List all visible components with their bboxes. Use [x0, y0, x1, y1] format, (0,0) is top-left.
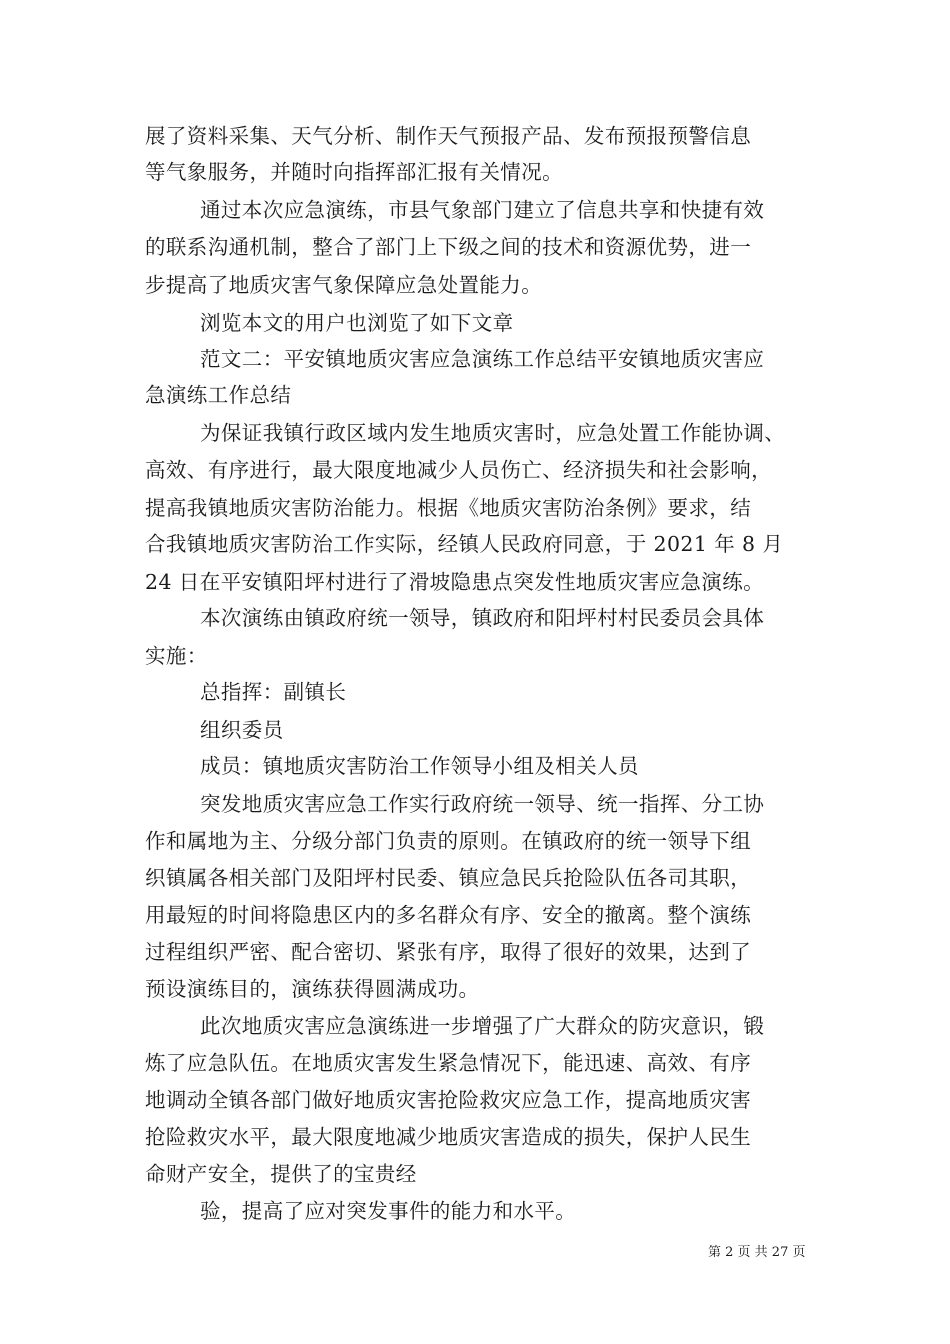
text-line: 组织委员: [200, 718, 284, 742]
text-line: 高效、有序进行，最大限度地减少人员伤亡、经济损失和社会影响，: [145, 458, 772, 482]
text-line: 实施：: [145, 644, 208, 668]
text-line: 等气象服务，并随时向指挥部汇报有关情况。: [145, 160, 563, 184]
text-line: 作和属地为主、分级分部门负责的原则。在镇政府的统一领导下组: [145, 829, 752, 853]
text-line: 验，提高了应对突发事件的能力和水平。: [200, 1199, 577, 1223]
text-line: 通过本次应急演练，市县气象部门建立了信息共享和快捷有效: [200, 198, 765, 222]
text-line: 的联系沟通机制，整合了部门上下级之间的技术和资源优势，进一: [145, 235, 752, 259]
text-line: 织镇属各相关部门及阳坪村民委、镇应急民兵抢险队伍各司其职，: [145, 866, 752, 890]
text-line: 过程组织严密、配合密切、紧张有序，取得了很好的效果，达到了: [145, 940, 752, 964]
text-line: 总指挥：副镇长: [200, 680, 347, 704]
text-line: 合我镇地质灾害防治工作实际，经镇人民政府同意，于 2021 年 8 月: [145, 532, 784, 556]
text-line: 24 日在平安镇阳坪村进行了滑坡隐患点突发性地质灾害应急演练。: [145, 570, 764, 594]
text-line: 预设演练目的，演练获得圆满成功。: [145, 977, 480, 1001]
text-line: 炼了应急队伍。在地质灾害发生紧急情况下，能迅速、高效、有序: [145, 1051, 752, 1075]
text-line: 本次演练由镇政府统一领导，镇政府和阳坪村村民委员会具体: [200, 606, 765, 630]
text-line: 为保证我镇行政区域内发生地质灾害时，应急处置工作能协调、: [200, 421, 786, 445]
text-line: 展了资料采集、天气分析、制作天气预报产品、发布预报预警信息: [145, 124, 752, 148]
text-line: 成员：镇地质灾害防治工作领导小组及相关人员: [200, 754, 639, 778]
text-line: 急演练工作总结: [145, 383, 292, 407]
page-number: 第 2 页 共 27 页: [708, 1245, 806, 1260]
text-line: 突发地质灾害应急工作实行政府统一领导、统一指挥、分工协: [200, 792, 765, 816]
text-line: 地调动全镇各部门做好地质灾害抢险救灾应急工作，提高地质灾害: [145, 1088, 752, 1112]
text-line: 浏览本文的用户也浏览了如下文章: [200, 311, 514, 335]
text-line: 步提高了地质灾害气象保障应急处置能力。: [145, 273, 543, 297]
text-line: 此次地质灾害应急演练进一步增强了广大群众的防灾意识，锻: [200, 1014, 765, 1038]
text-line: 范文二：平安镇地质灾害应急演练工作总结平安镇地质灾害应: [200, 347, 765, 371]
text-line: 抢险救灾水平，最大限度地减少地质灾害造成的损失，保护人民生: [145, 1125, 752, 1149]
text-line: 命财产安全，提供了的宝贵经: [145, 1162, 417, 1186]
text-line: 提高我镇地质灾害防治能力。根据《地质灾害防治条例》要求，结: [145, 496, 752, 520]
text-line: 用最短的时间将隐患区内的多名群众有序、安全的撤离。整个演练: [145, 903, 752, 927]
